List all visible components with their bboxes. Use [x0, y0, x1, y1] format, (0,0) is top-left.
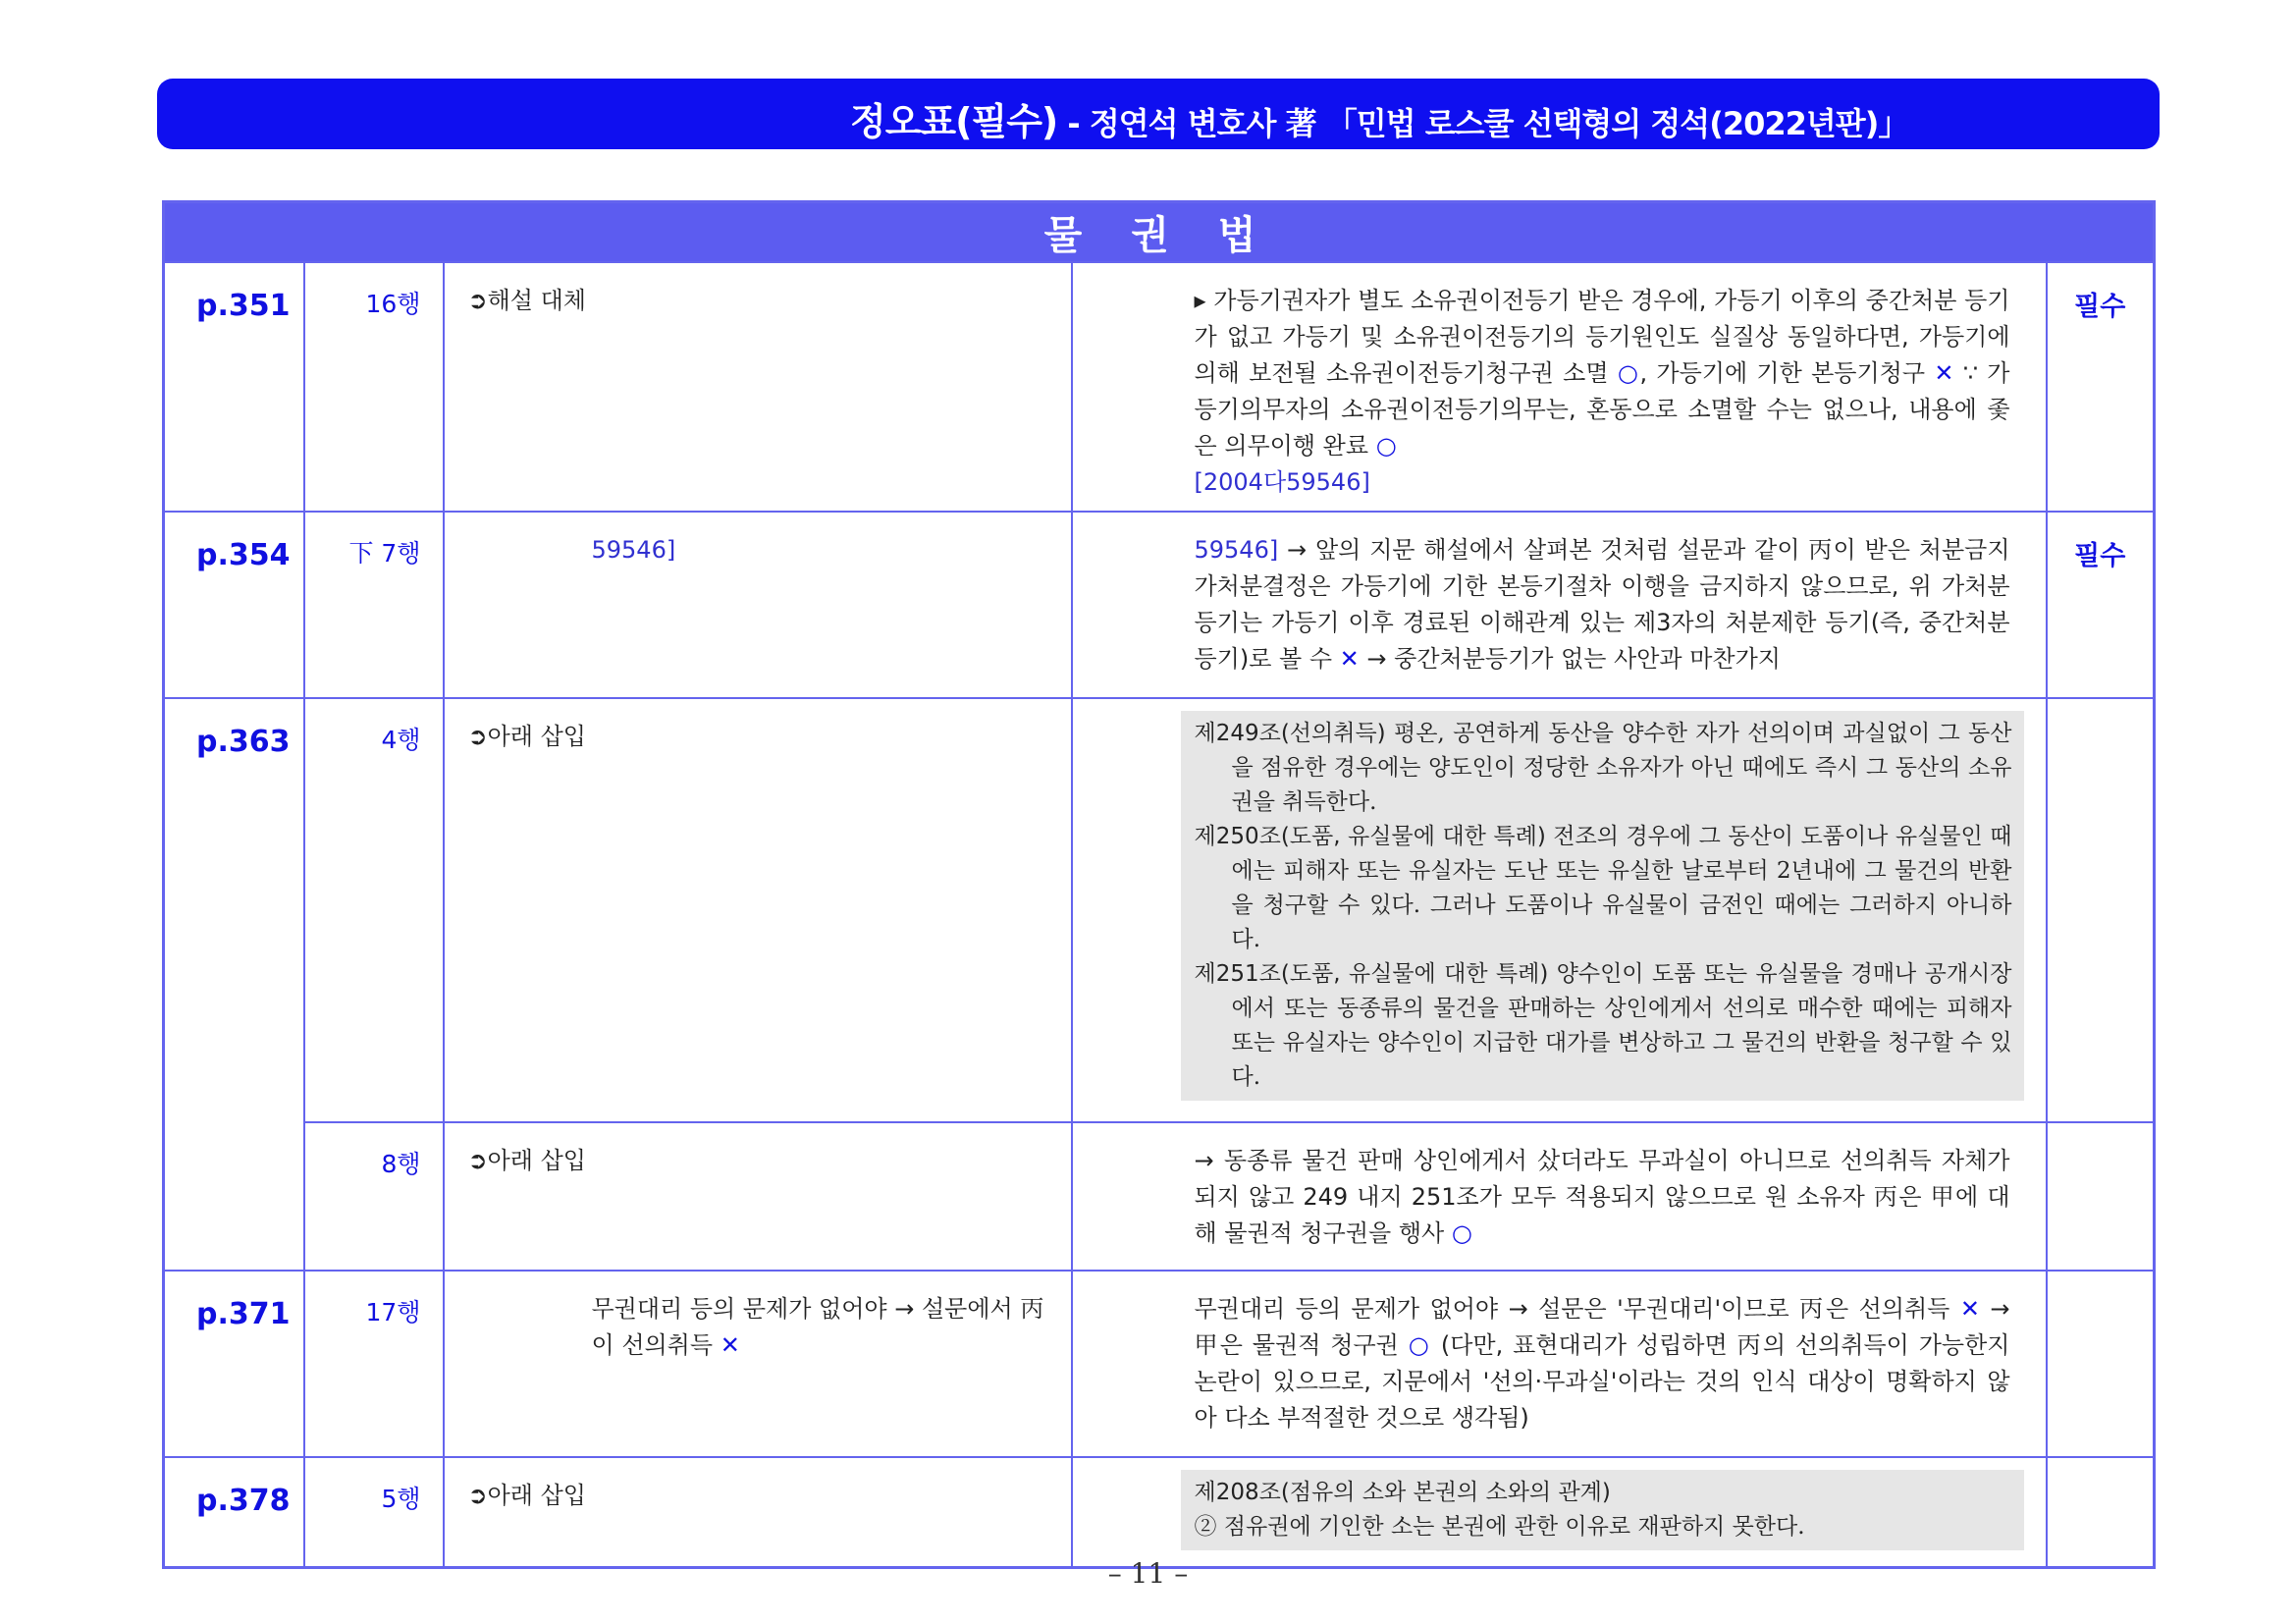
- statute-article: [1195, 820, 2012, 957]
- fix-text: → 甲은 물권적 청구권: [1194, 1295, 2010, 1359]
- line-ref: 8행: [304, 1122, 444, 1271]
- page-ref: p.354: [164, 512, 304, 698]
- required-badge: [2047, 1457, 2155, 1567]
- table-row: [164, 1457, 2155, 1567]
- article-heading: 제249조(선의취득): [1194, 721, 1386, 746]
- line-ref: 17행: [304, 1271, 444, 1457]
- required-badge: [2047, 1271, 2155, 1457]
- required-badge: 필수: [2047, 262, 2155, 512]
- section-title: 물 권 법: [164, 202, 2155, 263]
- required-badge: [2047, 698, 2155, 1122]
- corrected-text: [1072, 512, 2047, 698]
- original-text: [444, 1271, 1072, 1457]
- section-header-row: [164, 202, 2155, 263]
- original-text: [444, 512, 1072, 698]
- article-heading: 제208조(점유의 소와 본권의 소와의 관계): [1194, 1480, 1611, 1505]
- table-row: [164, 698, 2155, 1122]
- banner-title: [850, 91, 1908, 145]
- wrong-mark: ✕: [720, 1331, 740, 1359]
- article-heading: 제251조(도품, 유실물에 대한 특례): [1194, 961, 1549, 987]
- page-ref: p.351: [164, 262, 304, 512]
- errata-table: [162, 200, 2156, 1569]
- table-row: [164, 1122, 2155, 1271]
- fix-text: , 가등기에 기한 본등기청구: [1639, 359, 1935, 387]
- page-ref: p.371: [164, 1271, 304, 1457]
- statute-box: [1181, 711, 2024, 1101]
- banner-main-title: 정오표(필수): [850, 100, 1058, 143]
- required-badge: [2047, 1122, 2155, 1271]
- statute-article: [1195, 717, 2012, 820]
- fix-text: → 동종류 물건 판매 상인에게서 샀더라도 무과실이 아니므로 선의취득 자체가 되지 않고 249 내지 251조가 모두 적용되지 않으므로 원 소유자 丙은 甲에 대해 물권적 청구권을 행사: [1194, 1147, 2010, 1247]
- original-text: ➲아래 삽입: [444, 1122, 1072, 1271]
- original-ref: 59546]: [591, 536, 676, 564]
- statute-article: [1195, 957, 2012, 1095]
- corrected-text: [1072, 1457, 2047, 1567]
- line-ref: 4행: [304, 698, 444, 1122]
- article-body: ② 점유권에 기인한 소는 본권에 관한 이유로 재판하지 못한다.: [1194, 1514, 1805, 1540]
- table-row: [164, 1271, 2155, 1457]
- wrong-mark: ✕: [1934, 359, 1954, 387]
- correct-mark: ○: [1451, 1219, 1472, 1247]
- original-text: ➲해설 대체: [444, 262, 1072, 512]
- correct-mark: ○: [1617, 359, 1640, 387]
- corrected-text: [1072, 1122, 2047, 1271]
- banner-subtitle: - 정연석 변호사 著 「민법 로스쿨 선택형의 정석(2022년판)」: [1057, 105, 1909, 142]
- article-heading: 제250조(도품, 유실물에 대한 특례): [1194, 824, 1546, 849]
- page-ref: p.378: [164, 1457, 304, 1567]
- original-fragment: 무권대리 등의 문제가 없어야 → 설문에서 丙이 선의취득: [591, 1295, 1044, 1359]
- fix-text: (다만, 표현대리가 성립하면 丙의 선의취득이 가능한지 논란이 있으므로, 지문에서 '선의·무과실'이라는 것의 인식 대상이 명확하지 않아 다소 부적절한 것으로 생각됨): [1194, 1331, 2010, 1432]
- case-reference: 59546]: [1194, 536, 1279, 564]
- fix-text: 무권대리 등의 문제가 없어야 → 설문은 '무권대리'이므로 丙은 선의취득: [1194, 1295, 1960, 1323]
- fix-text: → 중간처분등기가 없는 사안과 마찬가지: [1359, 645, 1781, 673]
- article-body: 전조의 경우에 그 동산이 도품이나 유실물인 때에는 피해자 또는 유실자는 도난 또는 유실한 날로부터 2년내에 그 물건의 반환을 청구할 수 있다. 그러나 도품이나 유실물이 금전인 때에는 그러하지 아니하다.: [1231, 824, 2012, 952]
- case-reference: [2004다59546]: [1194, 468, 1370, 496]
- page-ref: p.363: [164, 698, 304, 1271]
- wrong-mark: ✕: [1339, 645, 1360, 673]
- line-ref: 下 7행: [304, 512, 444, 698]
- required-badge: 필수: [2047, 512, 2155, 698]
- table-row: [164, 512, 2155, 698]
- statute-box: [1181, 1470, 2024, 1550]
- table-row: [164, 262, 2155, 512]
- line-ref: 16행: [304, 262, 444, 512]
- article-body: 양수인이 도품 또는 유실물을 경매나 공개시장에서 또는 동종류의 물건을 판매하는 상인에게서 선의로 매수한 때에는 피해자 또는 유실자는 양수인이 지급한 대가를 변상하고 그 물건의 반환을 청구할 수 있다.: [1231, 961, 2012, 1090]
- title-banner: [157, 79, 2160, 149]
- corrected-text: [1072, 698, 2047, 1122]
- correct-mark: ○: [1375, 432, 1397, 460]
- fix-text: ∵ 가등기의무자의 소유권이전등기의무는, 혼동으로 소멸할 수는 없으나, 내용에 좇은 의무이행 완료: [1194, 359, 2010, 460]
- wrong-mark: ✕: [1959, 1295, 1980, 1323]
- original-text: ➲아래 삽입: [444, 1457, 1072, 1567]
- corrected-text: [1072, 1271, 2047, 1457]
- line-ref: 5행: [304, 1457, 444, 1567]
- page-number: – 11 –: [1107, 1557, 1189, 1590]
- original-text: ➲아래 삽입: [444, 698, 1072, 1122]
- fix-text: ▸ 가등기권자가 별도 소유권이전등기 받은 경우에, 가등기 이후의 중간처분 등기가 없고 가등기 및 소유권이전등기의 등기원인도 실질상 동일하다면, 가등기에 의해 보전될 소유권이전등기청구권 소멸: [1194, 287, 2010, 387]
- article-body: 평온, 공연하게 동산을 양수한 자가 선의이며 과실없이 그 동산을 점유한 경우에는 양도인이 정당한 소유자가 아닌 때에도 즉시 그 동산의 소유권을 취득한다.: [1231, 721, 2012, 815]
- correct-mark: ○: [1408, 1331, 1431, 1359]
- fix-text: → 앞의 지문 해설에서 살펴본 것처럼 설문과 같이 丙이 받은 처분금지가처분결정은 가등기에 기한 본등기절차 이행을 금지하지 않으므로, 위 가처분등기는 가등기 이후 경료된 이해관계 있는 제3자의 처분제한 등기(즉, 중간처분등기)로 볼 수: [1194, 536, 2010, 673]
- corrected-text: [1072, 262, 2047, 512]
